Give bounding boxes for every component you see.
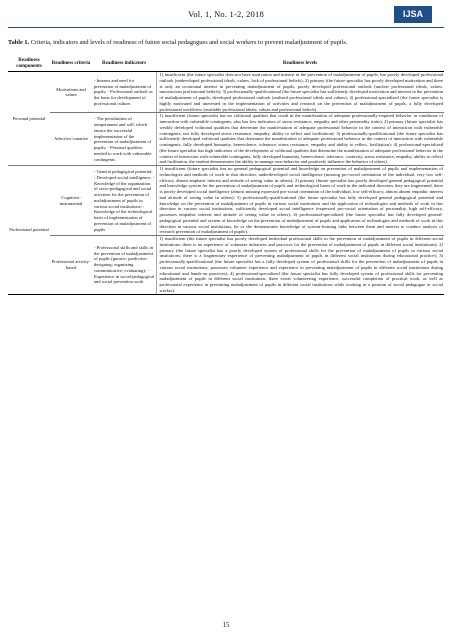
criterion-cell: Cognitive-instrumental <box>50 166 92 236</box>
levels-cell: 1) insufficient (the future specialist has poorly developed individual professional skills in the prevention of maladjustment of pupils in different social institutions; there is no experience of volunteer initiatives and practices for the prevention of maladjustment of pupils in different social institutions); 2) primary (the future specialist has a poorly developed system of professional skills for the prevention of maladjustment of pupils in various social institutions; there is a fragmentary experience of preventing maladjustment of pupils in different social institutions during educational practice); 3) professionally-qualificational (the future specialist has a fully developed system of professional skills for the prevention of maladjustment of pupils in various social institutions; possesses volunteer experience and experience in preventing maladjustment of pupils in different social institutions during educational and hands-on practices); 4) professional-specialized (the future specialist has fully developed system of professional skills for preventing maladjustment of pupils in different social institutions, there exists volunteering experience, successful completion of practical work, as well as professional experience in preventing maladjustment of pupils in different social institutions while working in a position of social pedagogue or social worker). <box>156 236 444 295</box>
table-row <box>8 166 444 236</box>
levels-cell: 1) insufficient (future specialist has no general pedagogical potential and knowledge on prevention of maladjustment of pupils and implementation of technologies and methods of work in that direction, underdeveloped social intelligence (missing pro-social orientation of the individual, very low self-efficacy, absent emphatic interest and attitude of seeing value in others); 2) primary (future specialist has poorly developed general pedagogical potential and knowledge system for the prevention of maladjustment of pupils and technological bases of work in the indicated direction, they are fragmented, there is poorly developed social intelligence (almost missing expressed pro-social orientation of the individual, low self-efficacy, almost absent empathic interest and attitude of seeing value in others); 3) professionally-qualificational (the future specialist has fully developed general pedagogical potential and knowledge on the prevention of maladjustment of pupils in various social institutions and the application of technologies and methods of work in this direction in various social institutions, sufficiently developed social intelligence (expressed pro-social orientation of personality, high self-efficacy, possesses empathic interest and attitude of seeing value in others); 4) professional-specialized (the future specialist has fully developed general-pedagogical potential and system of knowledge on the prevention of maladjustment of pupils and application of technologies and methods of work in this direction in various social institutions, he or she demonstrates knowledge of system-forming links between them and interest to conduct analysis of research prevention of maladjustment of pupils). <box>156 166 444 236</box>
component-professional: Professional potential <box>8 166 50 295</box>
table-header-row <box>8 57 444 72</box>
table-row <box>8 113 444 166</box>
indicators-cell: - Interest and need for prevention of maladjustment of pupils; - Professional outlook as the basis for development of professional culture. <box>92 72 156 113</box>
table-caption-label: Table 1. <box>8 39 30 46</box>
header-criteria: Readiness criteria <box>50 57 92 72</box>
page-number: 15 <box>222 621 230 629</box>
component-personal: Personal potential <box>8 72 50 166</box>
table-caption <box>8 39 444 47</box>
criterion-cell: Professional activity-based <box>50 236 92 295</box>
header-components: Readiness components <box>8 57 50 72</box>
levels-cell: 1) insufficient (the future specialist does not have motivation and interest in the prevention of maladjustment of pupils, has poorly developed professional outlook (undeveloped professional ideals, values, lack of professional beliefs); 2) primary (the future specialist has poorly developed motivation and there is only an occasional interest in preventing maladjustment of pupils, poorly developed professional outlook (unclear professional ideals, values, unconscious professional beliefs); 3) professionally-qualificational (the future specialist has sufficiently developed motivation and interest in the prevention of maladjustment of pupils, developed professional outlook (realized professional ideals and values); 4) professional-specialized (the future specialist is highly motivated and interested in the implementation of activities and research on the prevention of maladjustment of pupils, a fully developed professional worldview (available professional ideals, values and professional beliefs). <box>156 72 444 113</box>
criterion-cell: Affective-conative <box>50 113 92 166</box>
readiness-table <box>8 57 444 295</box>
criterion-cell: Motivations and values <box>50 72 92 113</box>
indicators-cell: - Professional skills and skills in the prevention of maladjustment of pupils (gnostic; predictive; designing; organizing communicative; evaluating); - Experience in social-pedagogical and social prevention work <box>92 236 156 295</box>
journal-volume: Vol. 1, No. 1-2, 2018 <box>188 9 264 19</box>
indicators-cell: - The peculiarities of temperament and will, which ensure the successful implementation of the prevention of maladjustment of pupils; - Personal qualities needed to work with vulnerable contingents <box>92 113 156 166</box>
header-indicators: Readiness indicators <box>92 57 156 72</box>
table-row <box>8 236 444 295</box>
journal-logo-badge: IJSA <box>394 6 432 23</box>
header-rule <box>8 27 444 28</box>
levels-cell: 1) insufficient (future specialist has no volitional qualities that result in the manifestation of adequate professionally-required behavior in conditions of interaction with vulnerable contingents, also has low indicators of stress resistance, empathy and other personality traits); 2) primary (future specialist has weakly developed volitional qualities that determine the manifestation of adequate professional behavior in the context of interaction with vulnerable contingents, not fully developed stress resistance, empathy, ability to reflect and facilitation); 3) professionally-qualificational (the future specialist has sufficiently developed volitional qualities that determine the manifestation of adequate professional behavior in the context of interaction with vulnerable contingents, fully developed humanity, benevolence, tolerance, stress resistance, empathy and ability to reflect, facilitation); 4) professional-specialized (the future specialist has high indicators of the development of volitional qualities that determine the manifestation of adequate professional behavior in the context of interaction with vulnerable contingents, fully developed humanity, benevolence, tolerance, creativity, stress resistance, empathy, ability to reflect and facilitation, the student demonstrates the ability to manage own behavior and positively influence the behavior of others). <box>156 113 444 166</box>
indicators-cell: - General pedagogical potential; - Developed social intelligence; - Knowledge of the organization of socio-pedagogical and social activities for the prevention of maladjustment of pupils in various social institutions; - Knowledge of the technological basis of implementation of prevention of maladjustment of pupils <box>92 166 156 236</box>
running-header <box>0 0 452 30</box>
table-caption-text: Criteria, indicators and levels of readiness of future social pedagogues and social workers to prevent maladjustment of pupils. <box>30 39 348 46</box>
table-row <box>8 72 444 113</box>
header-levels: Readiness levels <box>156 57 444 72</box>
